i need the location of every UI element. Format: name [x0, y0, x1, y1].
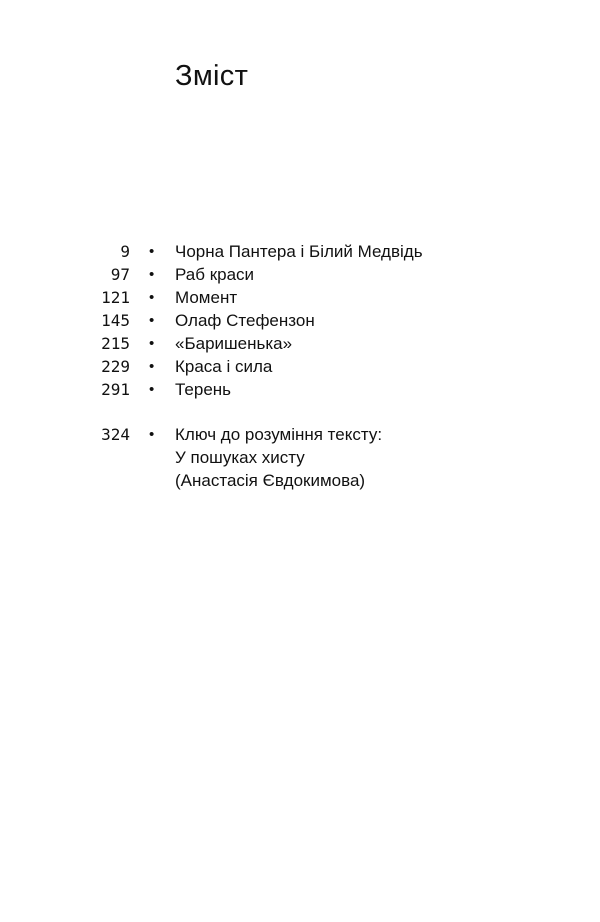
page-number: 121: [101, 288, 130, 307]
toc-entry: [0, 263, 600, 286]
toc-entry: [0, 355, 600, 378]
page-number: 229: [101, 357, 130, 376]
bullet-icon: •: [149, 381, 155, 398]
page-title: Зміст: [175, 60, 249, 92]
afterword-line: Ключ до розуміння тексту:: [175, 425, 383, 444]
bullet-icon: •: [149, 358, 155, 375]
bullet-icon: •: [149, 266, 155, 283]
page-number: 215: [101, 334, 130, 353]
entry-title: «Баришенька»: [175, 334, 293, 353]
entry-title: Терень: [175, 380, 232, 399]
toc-entry: [0, 309, 600, 332]
toc-entry: [0, 332, 600, 355]
toc-entry-afterword: [0, 423, 600, 490]
entry-title: Момент: [175, 288, 238, 307]
page-number: 324: [101, 425, 130, 444]
entry-title: Раб краси: [175, 265, 255, 284]
bullet-icon: •: [149, 426, 155, 443]
table-of-contents: [0, 240, 600, 490]
bullet-icon: •: [149, 335, 155, 352]
page-number: 9: [120, 242, 130, 261]
toc-entry: [0, 286, 600, 309]
afterword-line: (Анастасія Євдокимова): [175, 471, 366, 490]
toc-entry: [0, 240, 600, 263]
bullet-icon: •: [149, 243, 155, 260]
page-number: 145: [101, 311, 130, 330]
bullet-icon: •: [149, 289, 155, 306]
bullet-icon: •: [149, 312, 155, 329]
page-number: 97: [110, 265, 130, 284]
afterword-title: [175, 423, 382, 492]
section-spacer: [0, 401, 600, 423]
entry-title: Краса і сила: [175, 357, 273, 376]
page-number: 291: [101, 380, 130, 399]
entry-title: Чорна Пантера і Білий Медвідь: [175, 242, 423, 261]
afterword-line: У пошуках хисту: [175, 448, 305, 467]
entry-title: Олаф Стефензон: [175, 311, 315, 330]
toc-entry: [0, 378, 600, 401]
